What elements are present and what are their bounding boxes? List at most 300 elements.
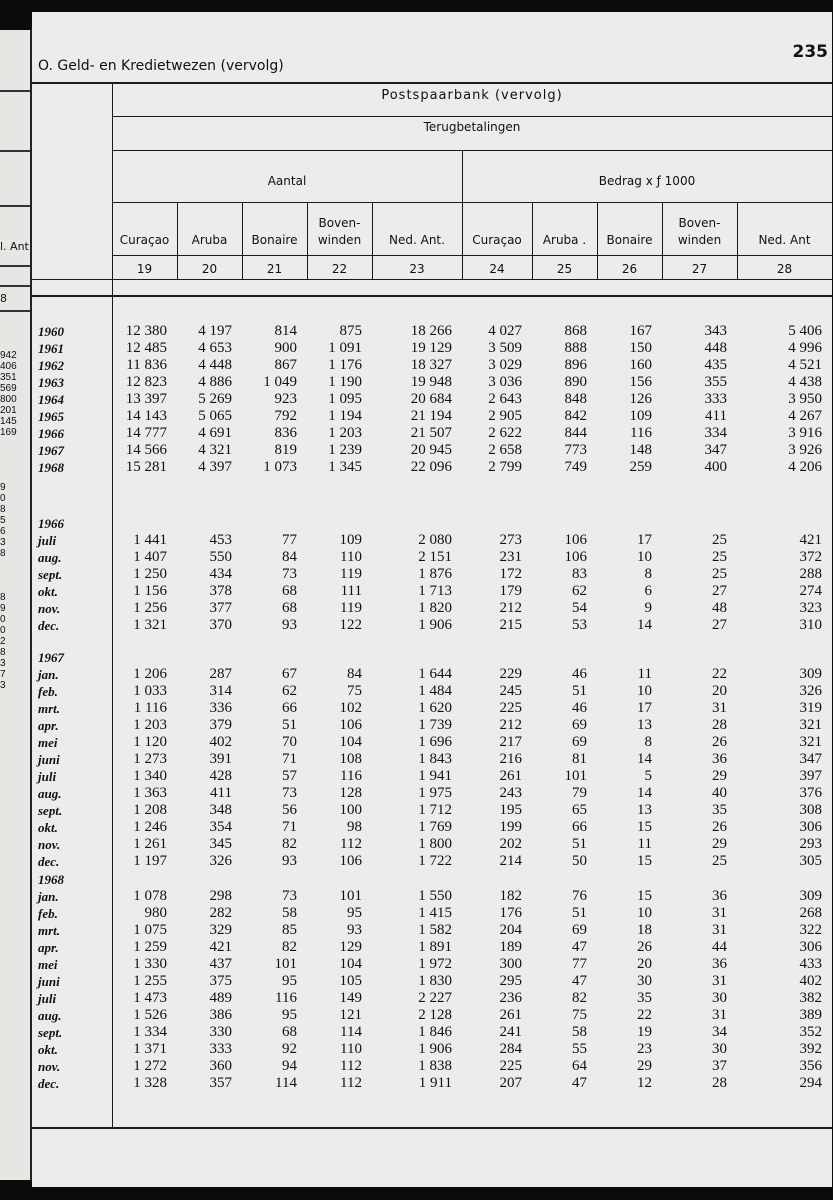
table-cell [372, 871, 452, 888]
table-cell: 40 [712, 785, 727, 801]
row-label: juli [38, 991, 57, 1006]
table-cell: 18 266 [410, 323, 452, 339]
table-cell [372, 515, 452, 532]
table-cell: 167 [629, 323, 652, 339]
table-cell: 437 [209, 956, 232, 972]
row-label: sept. [38, 1025, 63, 1040]
table-cell: 81 [572, 751, 587, 767]
table-cell: 47 [572, 1075, 587, 1091]
table-cell: 1 582 [418, 922, 452, 938]
table-cell: 29 [637, 1058, 652, 1074]
table-cell: 114 [275, 1075, 297, 1091]
table-cell: 129 [339, 939, 362, 955]
table-cell: 2 622 [488, 425, 522, 441]
row-label: aug. [38, 786, 62, 801]
table-cell: 308 [799, 802, 822, 818]
table-cell: 1 250 [133, 566, 167, 582]
table-cell: 110 [340, 1041, 362, 1057]
table-cell: 1 116 [133, 700, 167, 716]
table-cell: 1 321 [133, 617, 167, 633]
table-cell: 1 441 [133, 532, 167, 548]
left-page-value: 2 [0, 636, 6, 647]
table-cell: 1 334 [133, 1024, 167, 1040]
table-cell: 14 [637, 751, 652, 767]
table-cell: 1 911 [418, 1075, 452, 1091]
table-cell: 282 [209, 905, 232, 921]
row-label: okt. [38, 1042, 58, 1057]
table-cell: 20 945 [410, 442, 452, 458]
table-cell: 79 [572, 785, 587, 801]
table-cell: 53 [572, 617, 587, 633]
column-rule [532, 202, 533, 279]
table-cell: 83 [572, 566, 587, 582]
table-cell: 4 321 [198, 442, 232, 458]
table-cell: 102 [339, 700, 362, 716]
table-cell: 1 255 [133, 973, 167, 989]
table-cell: 1 712 [418, 802, 452, 818]
table-cell: 94 [282, 1058, 297, 1074]
table-cell: 11 [637, 836, 652, 852]
table-cell: 30 [712, 1041, 727, 1057]
table-cell: 2 227 [418, 990, 452, 1006]
left-page-value: 800 [0, 394, 17, 405]
table-cell: 68 [282, 1024, 297, 1040]
table-cell: 204 [499, 922, 522, 938]
table-cell: 65 [572, 802, 587, 818]
table-cell: 28 [712, 1075, 727, 1091]
table-rule-top [32, 295, 832, 297]
table-cell: 923 [274, 391, 297, 407]
table-cell: 453 [209, 532, 232, 548]
table-cell [177, 871, 232, 888]
row-label: aug. [38, 550, 62, 565]
table-cell: 69 [572, 922, 587, 938]
left-page-values [0, 350, 17, 691]
table-cell [372, 649, 452, 666]
table-cell: 1 526 [133, 1007, 167, 1023]
table-cell: 550 [209, 549, 232, 565]
row-label: juni [38, 974, 60, 989]
table-cell: 1 194 [328, 408, 362, 424]
table-cell: 36 [712, 956, 727, 972]
column-rule [242, 202, 243, 279]
table-cell: 347 [704, 442, 727, 458]
table-cell: 1 256 [133, 600, 167, 616]
table-cell: 400 [704, 459, 727, 475]
table-cell: 214 [499, 853, 522, 869]
table-cell [662, 515, 727, 532]
table-cell: 1 033 [133, 683, 167, 699]
table-cell: 75 [347, 683, 362, 699]
table-cell: 1 800 [418, 836, 452, 852]
table-cell: 2 905 [488, 408, 522, 424]
table-cell: 46 [572, 700, 587, 716]
table-cell: 14 566 [125, 442, 167, 458]
row-label: dec. [38, 618, 60, 633]
table-cell [242, 649, 297, 666]
table-cell: 69 [572, 717, 587, 733]
table-cell: 106 [564, 549, 587, 565]
table-cell: 1 049 [263, 374, 297, 390]
table-cell: 1 550 [418, 888, 452, 904]
table-cell: 182 [499, 888, 522, 904]
table-cell: 93 [282, 853, 297, 869]
left-page-value: 8 [0, 647, 6, 658]
table-cell: 1 713 [418, 583, 452, 599]
table-cell: 356 [799, 1058, 822, 1074]
column-header: Aruba . [542, 233, 587, 247]
table-cell: 116 [340, 768, 362, 784]
table-cell: 1 330 [133, 956, 167, 972]
table-cell [737, 515, 822, 532]
column-number: 26 [621, 262, 638, 276]
table-cell: 1 246 [133, 819, 167, 835]
table-cell: 10 [637, 905, 652, 921]
table-cell: 119 [340, 566, 362, 582]
table-cell: 321 [799, 717, 822, 733]
table-cell: 150 [629, 340, 652, 356]
table-cell: 1 328 [133, 1075, 167, 1091]
table-cell: 22 [637, 1007, 652, 1023]
table-cell: 298 [209, 888, 232, 904]
table-cell: 51 [282, 717, 297, 733]
table-cell: 306 [799, 939, 822, 955]
table-cell: 1 156 [133, 583, 167, 599]
table-cell: 355 [704, 374, 727, 390]
row-label: juli [38, 769, 57, 784]
table-cell: 37 [712, 1058, 727, 1074]
table-cell: 288 [799, 566, 822, 582]
table-cell: 36 [712, 888, 727, 904]
group-aantal: Aantal [267, 174, 307, 188]
table-cell: 890 [564, 374, 587, 390]
section-title: Postspaarbank (vervolg) [381, 88, 563, 103]
table-cell: 11 [637, 666, 652, 682]
row-label: mrt. [38, 923, 61, 938]
table-cell: 1 415 [418, 905, 452, 921]
subsection-rule [112, 150, 832, 151]
table-cell: 402 [799, 973, 822, 989]
table-cell: 77 [572, 956, 587, 972]
table-cell: 109 [339, 532, 362, 548]
table-cell: 13 [637, 717, 652, 733]
table-cell: 376 [799, 785, 822, 801]
column-number: 25 [556, 262, 573, 276]
table-cell: 243 [499, 785, 522, 801]
table-cell [532, 871, 587, 888]
table-cell: 1 975 [418, 785, 452, 801]
table-cell [112, 515, 167, 532]
table-cell: 354 [209, 819, 232, 835]
table-cell: 819 [274, 442, 297, 458]
row-label: aug. [38, 1008, 62, 1023]
table-cell: 259 [629, 459, 652, 475]
table-cell: 18 [637, 922, 652, 938]
row-label: apr. [38, 718, 59, 733]
table-cell: 287 [209, 666, 232, 682]
table-cell: 1 208 [133, 802, 167, 818]
row-label: sept. [38, 567, 63, 582]
table-cell: 792 [274, 408, 297, 424]
table-cell: 347 [799, 751, 822, 767]
table-cell: 95 [282, 1007, 297, 1023]
table-cell: 23 [637, 1041, 652, 1057]
page-number: 235 [792, 42, 828, 62]
table-cell: 104 [339, 734, 362, 750]
table-cell: 85 [282, 922, 297, 938]
table-cell: 15 [637, 888, 652, 904]
table-cell: 26 [712, 819, 727, 835]
table-cell: 1 259 [133, 939, 167, 955]
table-cell: 4 886 [198, 374, 232, 390]
table-cell: 15 [637, 819, 652, 835]
table-cell: 215 [499, 617, 522, 633]
table-cell: 93 [282, 617, 297, 633]
left-page-value [0, 471, 17, 482]
table-cell: 58 [572, 1024, 587, 1040]
column-number: 21 [266, 262, 283, 276]
table-cell: 56 [282, 802, 297, 818]
table-cell [532, 649, 587, 666]
table-cell: 1 906 [418, 1041, 452, 1057]
table-cell: 111 [340, 583, 362, 599]
row-label: 1966 [38, 426, 64, 441]
table-cell: 261 [499, 768, 522, 784]
table-cell: 98 [347, 819, 362, 835]
table-cell: 15 [637, 853, 652, 869]
table-cell: 17 [637, 532, 652, 548]
left-page-value: 942 [0, 350, 17, 361]
table-cell: 95 [347, 905, 362, 921]
table-cell: 67 [282, 666, 297, 682]
table-cell: 68 [282, 583, 297, 599]
table-cell: 116 [630, 425, 652, 441]
table-cell: 980 [144, 905, 167, 921]
table-cell: 109 [629, 408, 652, 424]
table-cell: 30 [637, 973, 652, 989]
table-cell: 402 [209, 734, 232, 750]
table-cell: 25 [712, 549, 727, 565]
table-cell: 1 769 [418, 819, 452, 835]
left-page-edge [0, 30, 32, 1180]
table-cell: 160 [629, 357, 652, 373]
table-cell: 212 [499, 600, 522, 616]
table-cell: 217 [499, 734, 522, 750]
table-cell: 64 [572, 1058, 587, 1074]
table-cell: 77 [282, 532, 297, 548]
table-cell: 46 [572, 666, 587, 682]
table-cell [177, 649, 232, 666]
left-page-col-number: 8 [0, 292, 7, 305]
table-cell: 3 029 [488, 357, 522, 373]
table-cell: 333 [704, 391, 727, 407]
left-page-value: 6 [0, 526, 6, 537]
table-cell: 868 [564, 323, 587, 339]
left-page-value: 201 [0, 405, 17, 416]
table-cell: 1 371 [133, 1041, 167, 1057]
table-cell: 3 916 [788, 425, 822, 441]
table-cell: 20 684 [410, 391, 452, 407]
table-cell: 119 [340, 600, 362, 616]
table-cell: 330 [209, 1024, 232, 1040]
table-cell: 1 078 [133, 888, 167, 904]
table-cell: 156 [629, 374, 652, 390]
table-cell: 378 [209, 583, 232, 599]
row-label: mrt. [38, 701, 61, 716]
left-page-value: 8 [0, 504, 6, 515]
table-cell: 51 [572, 683, 587, 699]
table-cell: 31 [712, 922, 727, 938]
column-header: Curaçao [472, 233, 522, 247]
table-cell: 3 926 [788, 442, 822, 458]
table-cell: 116 [275, 990, 297, 1006]
table-cell: 121 [339, 1007, 362, 1023]
table-cell: 386 [209, 1007, 232, 1023]
table-cell: 73 [282, 566, 297, 582]
table-cell: 888 [564, 340, 587, 356]
table-cell: 1 075 [133, 922, 167, 938]
table-cell: 2 643 [488, 391, 522, 407]
table-cell: 112 [340, 1058, 362, 1074]
table-cell: 1 820 [418, 600, 452, 616]
table-cell: 10 [637, 549, 652, 565]
table-cell: 343 [704, 323, 727, 339]
table-cell: 397 [799, 768, 822, 784]
table-cell: 14 [637, 617, 652, 633]
table-cell: 322 [799, 922, 822, 938]
header-rule-top [32, 82, 832, 84]
left-page-value: 8 [0, 592, 6, 603]
row-label: juni [38, 752, 60, 767]
table-cell: 5 065 [198, 408, 232, 424]
row-label: 1967 [38, 650, 64, 665]
table-cell: 2 799 [488, 459, 522, 475]
table-cell: 428 [209, 768, 232, 784]
table-rule-bottom [32, 1127, 832, 1129]
table-cell: 1 722 [418, 853, 452, 869]
left-page-value [0, 449, 17, 460]
table-cell: 1 838 [418, 1058, 452, 1074]
left-page-value: 5 [0, 515, 6, 526]
table-cell: 319 [799, 700, 822, 716]
table-cell: 2 080 [418, 532, 452, 548]
table-cell: 70 [282, 734, 297, 750]
table-cell: 31 [712, 973, 727, 989]
table-cell: 3 950 [788, 391, 822, 407]
table-cell: 1 095 [328, 391, 362, 407]
row-label: nov. [38, 1059, 61, 1074]
row-label: 1963 [38, 375, 64, 390]
table-cell: 18 327 [410, 357, 452, 373]
left-page-value [0, 559, 17, 570]
table-cell: 122 [339, 617, 362, 633]
table-cell: 5 [644, 768, 652, 784]
table-cell: 19 129 [410, 340, 452, 356]
row-label: dec. [38, 1076, 60, 1091]
group-split-rule [462, 150, 463, 279]
column-number: 24 [489, 262, 505, 276]
table-cell: 25 [712, 532, 727, 548]
table-cell: 176 [499, 905, 522, 921]
left-page-value: 3 [0, 680, 6, 691]
column-header: Bonaire [606, 233, 653, 247]
subsection-title: Terugbetalingen [423, 120, 521, 134]
column-rule [307, 202, 308, 279]
table-cell: 333 [209, 1041, 232, 1057]
row-label: 1966 [38, 516, 64, 531]
table-cell: 9 [644, 600, 652, 616]
table-cell: 1 073 [263, 459, 297, 475]
table-cell: 310 [799, 617, 822, 633]
table-cell: 22 096 [410, 459, 452, 475]
left-page-value: 3 [0, 658, 6, 669]
column-number-rule [32, 279, 832, 280]
table-cell: 12 485 [125, 340, 167, 356]
table-cell: 3 036 [488, 374, 522, 390]
table-cell: 6 [644, 583, 652, 599]
table-cell: 4 521 [788, 357, 822, 373]
table-cell: 334 [704, 425, 727, 441]
column-number: 23 [409, 262, 425, 276]
table-cell: 842 [564, 408, 587, 424]
table-cell: 106 [564, 532, 587, 548]
statistics-page [32, 12, 832, 1187]
table-cell: 245 [499, 683, 522, 699]
table-cell: 1 203 [133, 717, 167, 733]
table-cell: 207 [499, 1075, 522, 1091]
table-cell: 1 473 [133, 990, 167, 1006]
table-cell: 321 [799, 734, 822, 750]
table-cell: 15 281 [125, 459, 167, 475]
table-cell: 126 [629, 391, 652, 407]
table-cell: 1 272 [133, 1058, 167, 1074]
table-cell: 314 [209, 683, 232, 699]
table-cell: 51 [572, 905, 587, 921]
left-page-value: 0 [0, 493, 6, 504]
column-rule [597, 202, 598, 279]
table-cell: 309 [799, 666, 822, 682]
table-cell: 84 [347, 666, 362, 682]
row-label: 1967 [38, 443, 64, 458]
left-page-header: l. Ant [0, 240, 29, 253]
table-cell: 105 [339, 973, 362, 989]
table-cell: 106 [339, 717, 362, 733]
table-cell: 82 [282, 939, 297, 955]
table-cell: 189 [499, 939, 522, 955]
table-cell: 411 [210, 785, 232, 801]
table-cell: 47 [572, 973, 587, 989]
table-cell: 101 [339, 888, 362, 904]
group-bedrag: Bedrag x ƒ 1000 [598, 174, 696, 188]
table-cell: 225 [499, 1058, 522, 1074]
table-cell: 1 091 [328, 340, 362, 356]
table-cell [242, 515, 297, 532]
table-cell: 1 363 [133, 785, 167, 801]
table-cell: 13 397 [125, 391, 167, 407]
row-label: 1961 [38, 341, 64, 356]
column-number: 20 [201, 262, 218, 276]
table-cell [532, 515, 587, 532]
table-cell: 73 [282, 785, 297, 801]
table-cell: 20 [637, 956, 652, 972]
table-cell: 3 509 [488, 340, 522, 356]
table-cell: 14 777 [125, 425, 167, 441]
table-cell: 1 261 [133, 836, 167, 852]
table-cell: 323 [799, 600, 822, 616]
left-page-value [0, 570, 17, 581]
table-cell: 1 876 [418, 566, 452, 582]
table-cell: 421 [209, 939, 232, 955]
